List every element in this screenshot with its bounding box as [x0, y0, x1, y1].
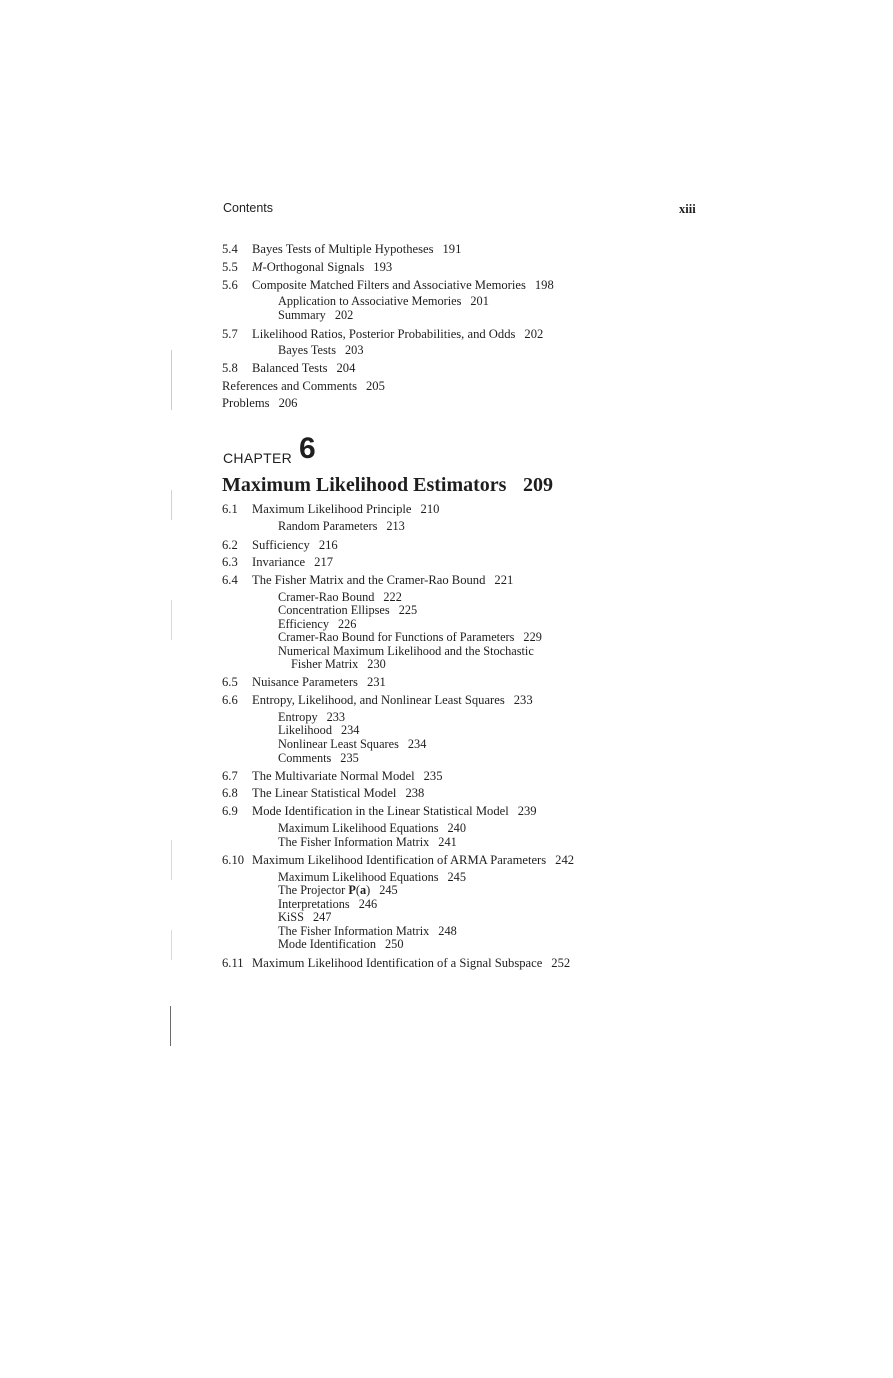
section-page: 242	[555, 853, 575, 867]
subsection-title: Maximum Likelihood Equations	[278, 821, 439, 835]
subsection-title: Nonlinear Least Squares	[278, 737, 399, 751]
section-title: Problems	[222, 396, 270, 410]
subsection-title: The Projector P(a)	[278, 883, 371, 897]
section-title: Sufficiency	[252, 538, 310, 552]
section-title-line	[252, 555, 333, 569]
section-title: Maximum Likelihood Identification of a Signal Subspace	[252, 956, 543, 970]
subsection-title: Cramer-Rao Bound	[278, 590, 375, 604]
scan-margin-mark	[171, 930, 172, 960]
section-title: References and Comments	[222, 379, 357, 393]
chapter-number: 6	[299, 432, 316, 465]
section-title-line	[252, 769, 443, 783]
section-page: 217	[314, 555, 334, 569]
subsection-page: 225	[398, 603, 418, 617]
scan-margin-mark	[170, 1006, 171, 1046]
subsection-title: Mode Identification	[278, 937, 377, 951]
section-title: Bayes Tests of Multiple Hypotheses	[252, 242, 434, 256]
section-page: 231	[366, 675, 386, 689]
section-title-line	[222, 379, 385, 393]
subsection-page: 226	[337, 617, 357, 631]
toc-subentry	[278, 884, 398, 898]
toc-subentry	[278, 344, 363, 358]
section-title-line	[252, 361, 355, 375]
chapter-title: Maximum Likelihood Estimators	[222, 474, 507, 496]
section-title: Composite Matched Filters and Associative Memories	[252, 278, 526, 292]
section-number: 5.4	[222, 242, 238, 256]
toc-subentry	[278, 836, 457, 850]
section-number: 6.2	[222, 538, 238, 552]
section-number: 6.4	[222, 573, 238, 587]
section-number: 6.7	[222, 769, 238, 783]
section-title-line	[252, 242, 461, 256]
section-title-line	[252, 693, 533, 707]
subsection-page: 234	[340, 723, 360, 737]
subsection-page: 247	[312, 910, 332, 924]
subsection-page: 229	[523, 630, 542, 644]
section-number: 5.8	[222, 361, 238, 375]
subsection-page: 246	[358, 897, 378, 911]
subsection-title: Bayes Tests	[278, 343, 337, 357]
subsection-page: 241	[438, 835, 457, 849]
section-page: 239	[517, 804, 537, 818]
subsection-page: 248	[438, 924, 457, 938]
section-title: Nuisance Parameters	[252, 675, 358, 689]
subsection-title: Concentration Ellipses	[278, 603, 390, 617]
section-title: M-Orthogonal Signals	[252, 260, 365, 274]
section-number: 6.6	[222, 693, 238, 707]
scan-margin-mark	[171, 600, 172, 640]
toc-subentry	[291, 658, 386, 672]
section-page: 235	[423, 769, 443, 783]
section-title-line	[252, 260, 392, 274]
subsection-page: 202	[334, 308, 354, 322]
section-number: 6.10	[222, 853, 245, 867]
toc-subentry	[278, 822, 466, 836]
section-page: 193	[373, 260, 393, 274]
section-page: 221	[494, 573, 514, 587]
page-number: xiii	[679, 202, 696, 216]
section-number: 6.11	[222, 956, 244, 970]
section-title: The Linear Statistical Model	[252, 786, 397, 800]
subsection-page: 250	[385, 937, 404, 951]
section-page: 191	[442, 242, 462, 256]
section-title: Mode Identification in the Linear Statistical Model	[252, 804, 509, 818]
subsection-page: 230	[367, 657, 386, 671]
subsection-title: Cramer-Rao Bound for Functions of Parameters	[278, 630, 515, 644]
subsection-page: 245	[379, 883, 398, 897]
section-page: 202	[524, 327, 544, 341]
section-title: Likelihood Ratios, Posterior Probabilities, and Odds	[252, 327, 516, 341]
section-title-line	[252, 804, 537, 818]
section-title: Invariance	[252, 555, 306, 569]
toc-subentry	[278, 724, 359, 738]
section-title: Balanced Tests	[252, 361, 328, 375]
toc-subentry	[278, 520, 405, 534]
section-number: 6.1	[222, 502, 238, 516]
subsection-title: Interpretations	[278, 897, 350, 911]
section-page: 206	[278, 396, 298, 410]
section-page: 198	[534, 278, 554, 292]
subsection-title: Numerical Maximum Likelihood and the Stochastic	[278, 644, 534, 658]
section-title-line	[252, 786, 424, 800]
subsection-title: Summary	[278, 308, 326, 322]
section-number: 6.5	[222, 675, 238, 689]
section-title-line	[252, 327, 543, 341]
subsection-title: Random Parameters	[278, 519, 378, 533]
toc-subentry	[278, 604, 417, 618]
section-title: Entropy, Likelihood, and Nonlinear Least Squares	[252, 693, 505, 707]
section-title-line	[222, 396, 297, 410]
section-page: 205	[366, 379, 385, 393]
subsection-title: The Fisher Information Matrix	[278, 924, 430, 938]
section-number: 6.3	[222, 555, 238, 569]
subsection-page: 240	[447, 821, 466, 835]
section-page: 233	[513, 693, 533, 707]
toc-subentry	[278, 631, 542, 645]
section-title-line	[252, 278, 554, 292]
section-number: 5.7	[222, 327, 238, 341]
section-title: The Multivariate Normal Model	[252, 769, 415, 783]
toc-subentry	[278, 295, 489, 309]
subsection-title: The Fisher Information Matrix	[278, 835, 430, 849]
subsection-page: 201	[470, 294, 489, 308]
subsection-title: Entropy	[278, 710, 318, 724]
section-number: 6.9	[222, 804, 238, 818]
subsection-title: Maximum Likelihood Equations	[278, 870, 439, 884]
toc-subentry	[278, 938, 403, 952]
section-number: 5.6	[222, 278, 238, 292]
section-title: Maximum Likelihood Principle	[252, 502, 412, 516]
section-page: 210	[420, 502, 440, 516]
scan-margin-mark	[171, 490, 172, 520]
subsection-title: Application to Associative Memories	[278, 294, 462, 308]
section-title-line	[252, 853, 574, 867]
toc-subentry	[278, 752, 359, 766]
section-title-line	[252, 675, 386, 689]
subsection-page: 235	[340, 751, 359, 765]
chapter-label: CHAPTER	[223, 450, 292, 466]
section-number: 6.8	[222, 786, 238, 800]
subsection-title: Comments	[278, 751, 332, 765]
section-number: 5.5	[222, 260, 238, 274]
chapter-page: 209	[523, 474, 553, 496]
scan-margin-mark	[171, 840, 172, 880]
running-header-title: Contents	[223, 201, 274, 215]
subsection-page: 233	[326, 710, 346, 724]
toc-subentry	[278, 738, 426, 752]
section-page: 216	[318, 538, 338, 552]
subsection-page: 222	[383, 590, 402, 604]
section-page: 238	[405, 786, 425, 800]
subsection-title: KiSS	[278, 910, 304, 924]
section-title-line	[252, 538, 338, 552]
section-title-line	[252, 502, 439, 516]
section-title-line	[252, 573, 513, 587]
scan-margin-mark	[171, 350, 172, 410]
toc-subentry	[278, 911, 331, 925]
toc-subentry	[278, 309, 353, 323]
subsection-page: 245	[447, 870, 466, 884]
subsection-title: Efficiency	[278, 617, 329, 631]
subsection-page: 234	[407, 737, 427, 751]
section-title: Maximum Likelihood Identification of ARMA Parameters	[252, 853, 547, 867]
subsection-page: 213	[386, 519, 405, 533]
subsection-title: Likelihood	[278, 723, 332, 737]
subsection-page: 203	[345, 343, 364, 357]
section-title: The Fisher Matrix and the Cramer-Rao Bound	[252, 573, 486, 587]
section-page: 252	[551, 956, 571, 970]
section-title-line	[252, 956, 570, 970]
subsection-title: Fisher Matrix	[291, 657, 359, 671]
section-page: 204	[336, 361, 356, 375]
